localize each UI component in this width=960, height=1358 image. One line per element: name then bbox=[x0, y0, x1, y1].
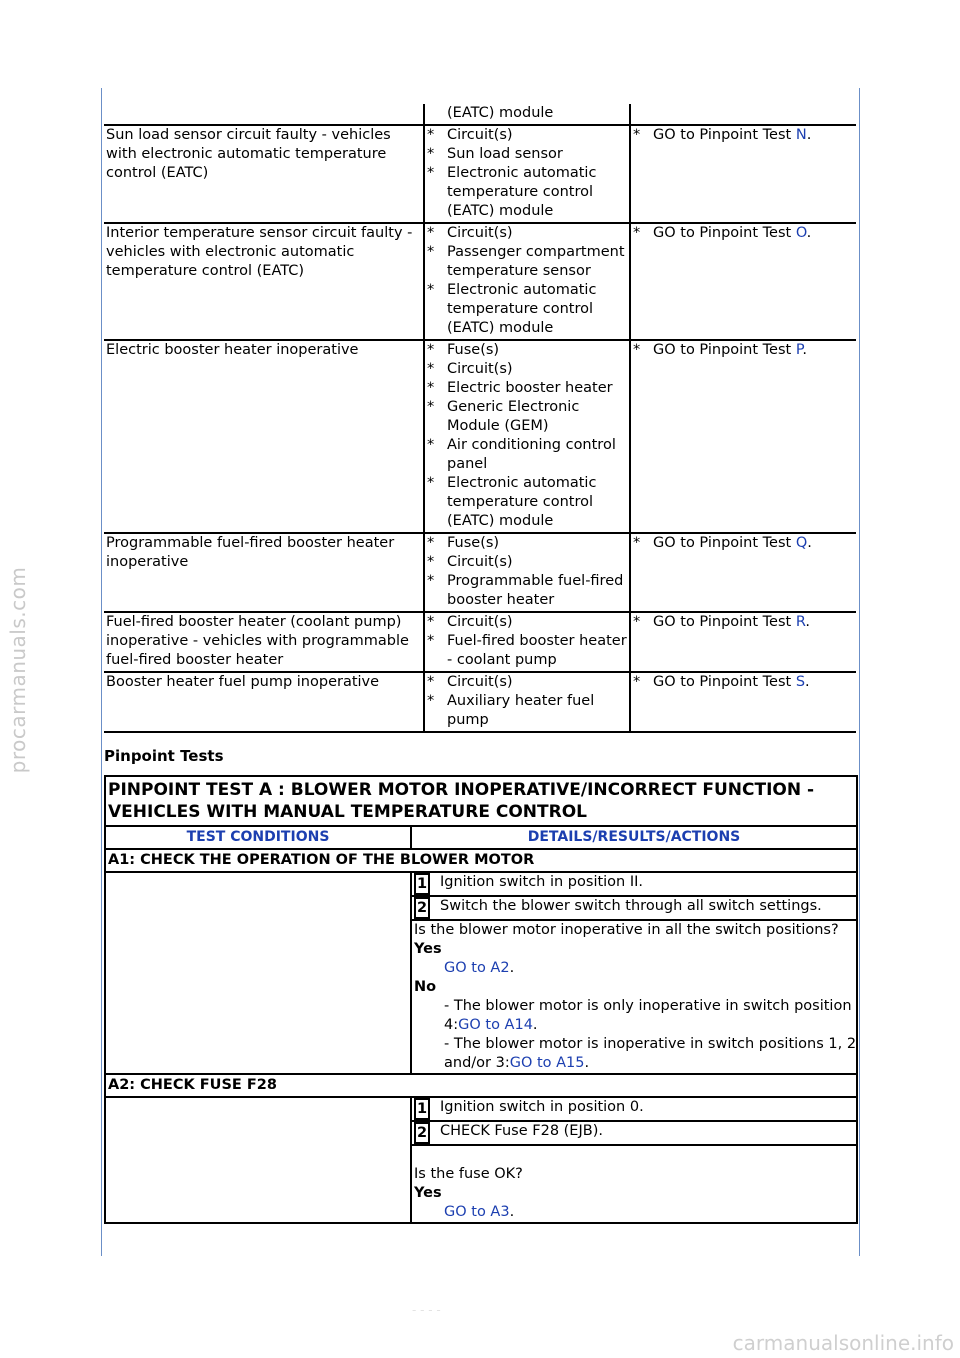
symptom-row bbox=[104, 340, 856, 533]
source-item bbox=[427, 379, 627, 398]
a2-results: Is the fuse OK? Yes GO to A3. bbox=[411, 1145, 857, 1223]
bullet-icon: * bbox=[427, 573, 435, 589]
bullet-icon: * bbox=[427, 165, 435, 181]
source-text: Passenger compartment temperature sensor bbox=[447, 244, 625, 279]
symptom-cell: Sun load sensor circuit faulty - vehicles with electronic automatic temperature control (EATC) bbox=[104, 125, 424, 223]
source-item bbox=[427, 613, 627, 632]
source-item bbox=[427, 474, 627, 531]
source-text: Electronic automatic temperature control (EATC) module bbox=[447, 282, 597, 336]
pinpoint-test-link[interactable]: R bbox=[795, 614, 806, 630]
document-body bbox=[104, 104, 856, 1224]
pinpoint-test-link[interactable]: O bbox=[795, 225, 807, 241]
step-a2-heading: A2: CHECK FUSE F28 bbox=[105, 1074, 857, 1097]
bullet-icon: * bbox=[427, 225, 435, 241]
bullet-icon: * bbox=[427, 380, 435, 396]
source-text: Auxiliary heater fuel pump bbox=[447, 693, 595, 728]
symptom-cell: Booster heater fuel pump inoperative bbox=[104, 672, 424, 732]
action-item: * GO to Pinpoint Test R. bbox=[633, 614, 810, 630]
symptom-row bbox=[104, 104, 856, 125]
bullet-icon: * bbox=[633, 225, 641, 241]
col-test-conditions: TEST CONDITIONS bbox=[105, 826, 411, 849]
source-text: Generic Electronic Module (GEM) bbox=[447, 399, 580, 434]
source-text: (EATC) module bbox=[447, 105, 554, 121]
step-number: 1 bbox=[414, 1098, 430, 1120]
symptom-cell: Fuel-fired booster heater (coolant pump) inoperative - vehicles with programmable fuel-fired booster heater bbox=[104, 612, 424, 672]
possible-sources-cell bbox=[424, 104, 630, 125]
action-text: GO to Pinpoint Test bbox=[653, 225, 792, 241]
source-item bbox=[427, 145, 627, 164]
bullet-icon: * bbox=[427, 244, 435, 260]
action-item: * GO to Pinpoint Test Q. bbox=[633, 535, 812, 551]
a1-step-2: 2 Switch the blower switch through all switch settings. bbox=[411, 896, 857, 920]
step-a1-heading: A1: CHECK THE OPERATION OF THE BLOWER MOTOR bbox=[105, 849, 857, 872]
link-go-to-a15[interactable]: GO to A15 bbox=[509, 1055, 585, 1071]
bullet-icon: * bbox=[427, 437, 435, 453]
faint-page-number: - - - - bbox=[412, 1303, 441, 1317]
action-cell bbox=[630, 612, 856, 672]
source-text: Electronic automatic temperature control (EATC) module bbox=[447, 475, 597, 529]
a2-question: Is the fuse OK? bbox=[414, 1166, 523, 1182]
bottom-watermark: carmanualsonline.info bbox=[732, 1331, 954, 1355]
possible-sources-cell bbox=[424, 612, 630, 672]
bullet-icon: * bbox=[633, 674, 641, 690]
bullet-icon: * bbox=[633, 535, 641, 551]
a2-step-2: 2 CHECK Fuse F28 (EJB). bbox=[411, 1121, 857, 1145]
action-cell bbox=[630, 672, 856, 732]
a1-step-1: 1 Ignition switch in position II. bbox=[411, 872, 857, 896]
symptom-row bbox=[104, 125, 856, 223]
source-item bbox=[427, 398, 627, 436]
source-item bbox=[427, 243, 627, 281]
bullet-icon: * bbox=[427, 554, 435, 570]
source-item bbox=[427, 572, 627, 610]
answer-no-label: No bbox=[414, 979, 437, 995]
pinpoint-test-link[interactable]: Q bbox=[795, 535, 808, 551]
action-cell bbox=[630, 223, 856, 340]
symptom-cell: Interior temperature sensor circuit faulty - vehicles with electronic automatic temperature control (EATC) bbox=[104, 223, 424, 340]
action-cell bbox=[630, 125, 856, 223]
link-go-to-a3[interactable]: GO to A3 bbox=[444, 1204, 510, 1220]
source-text: Electric booster heater bbox=[447, 380, 613, 396]
source-text: Fuse(s) bbox=[447, 535, 500, 551]
pinpoint-tests-heading: Pinpoint Tests bbox=[104, 747, 224, 765]
source-text: Programmable fuel-fired booster heater bbox=[447, 573, 624, 608]
bullet-icon: * bbox=[427, 674, 435, 690]
source-text: Circuit(s) bbox=[447, 614, 513, 630]
source-item bbox=[427, 553, 627, 572]
source-text: Circuit(s) bbox=[447, 674, 513, 690]
a1-question: Is the blower motor inoperative in all the switch positions? bbox=[414, 922, 839, 938]
no-case-1: - The blower motor is only inoperative in switch position 4: bbox=[444, 998, 852, 1033]
possible-sources-cell bbox=[424, 223, 630, 340]
bullet-icon: * bbox=[427, 633, 435, 649]
pinpoint-test-a bbox=[104, 775, 858, 1224]
source-text: Air conditioning control panel bbox=[447, 437, 616, 472]
source-item bbox=[427, 104, 627, 123]
action-item: * GO to Pinpoint Test O. bbox=[633, 225, 812, 241]
pinpoint-test-link[interactable]: P bbox=[795, 342, 803, 358]
symptom-cell bbox=[104, 104, 424, 125]
source-item bbox=[427, 632, 627, 670]
pinpoint-test-link[interactable]: S bbox=[795, 674, 806, 690]
source-item bbox=[427, 224, 627, 243]
bullet-icon: * bbox=[427, 693, 435, 709]
source-item bbox=[427, 360, 627, 379]
bullet-icon: * bbox=[427, 614, 435, 630]
source-item bbox=[427, 341, 627, 360]
answer-yes-label: Yes bbox=[414, 1185, 442, 1201]
bullet-icon: * bbox=[427, 146, 435, 162]
source-text: Circuit(s) bbox=[447, 361, 513, 377]
link-go-to-a14[interactable]: GO to A14 bbox=[458, 1017, 533, 1033]
possible-sources-cell bbox=[424, 672, 630, 732]
step-number: 1 bbox=[414, 873, 430, 895]
action-text: GO to Pinpoint Test bbox=[653, 535, 792, 551]
action-cell bbox=[630, 533, 856, 612]
source-text: Sun load sensor bbox=[447, 146, 563, 162]
link-go-to-a2[interactable]: GO to A2 bbox=[444, 960, 510, 976]
action-item: * GO to Pinpoint Test P. bbox=[633, 342, 807, 358]
no-case-2: - The blower motor is inoperative in switch positions 1, 2 and/or 3: bbox=[444, 1036, 857, 1071]
symptom-row bbox=[104, 223, 856, 340]
source-text: Electronic automatic temperature control (EATC) module bbox=[447, 165, 597, 219]
step-number: 2 bbox=[414, 897, 430, 919]
symptom-row bbox=[104, 672, 856, 732]
source-item bbox=[427, 164, 627, 221]
symptom-chart bbox=[104, 104, 856, 733]
a1-test-conditions bbox=[105, 872, 411, 1074]
source-item bbox=[427, 281, 627, 338]
source-item bbox=[427, 436, 627, 474]
symptom-row bbox=[104, 533, 856, 612]
left-margin-rule bbox=[101, 88, 102, 1256]
possible-sources-cell bbox=[424, 125, 630, 223]
bullet-icon: * bbox=[427, 535, 435, 551]
source-text: Fuse(s) bbox=[447, 342, 500, 358]
step-number: 2 bbox=[414, 1122, 430, 1144]
bullet-icon: * bbox=[427, 342, 435, 358]
source-item bbox=[427, 673, 627, 692]
a2-step-1: 1 Ignition switch in position 0. bbox=[411, 1097, 857, 1121]
action-item: * GO to Pinpoint Test S. bbox=[633, 674, 810, 690]
bullet-icon: * bbox=[427, 282, 435, 298]
bullet-icon: * bbox=[427, 475, 435, 491]
source-text: Circuit(s) bbox=[447, 554, 513, 570]
symptom-cell: Programmable fuel-fired booster heater inoperative bbox=[104, 533, 424, 612]
symptom-row bbox=[104, 612, 856, 672]
bullet-icon: * bbox=[427, 399, 435, 415]
bullet-icon: * bbox=[633, 342, 641, 358]
bullet-icon: * bbox=[633, 127, 641, 143]
col-details-results-actions: DETAILS/RESULTS/ACTIONS bbox=[411, 826, 857, 849]
pinpoint-title: PINPOINT TEST A : BLOWER MOTOR INOPERATIVE/INCORRECT FUNCTION - VEHICLES WITH MANUAL TEMPERATURE CONTROL bbox=[105, 776, 857, 826]
pinpoint-test-link[interactable]: N bbox=[795, 127, 807, 143]
right-margin-rule bbox=[859, 88, 860, 1256]
symptom-cell: Electric booster heater inoperative bbox=[104, 340, 424, 533]
action-text: GO to Pinpoint Test bbox=[653, 614, 792, 630]
possible-sources-cell bbox=[424, 533, 630, 612]
action-text: GO to Pinpoint Test bbox=[653, 342, 792, 358]
bullet-icon: * bbox=[427, 361, 435, 377]
possible-sources-cell bbox=[424, 340, 630, 533]
source-item bbox=[427, 692, 627, 730]
source-text: Circuit(s) bbox=[447, 127, 513, 143]
source-item bbox=[427, 534, 627, 553]
source-text: Circuit(s) bbox=[447, 225, 513, 241]
a2-test-conditions bbox=[105, 1097, 411, 1223]
action-text: GO to Pinpoint Test bbox=[653, 127, 792, 143]
source-text: Fuel-fired booster heater - coolant pump bbox=[447, 633, 627, 668]
a1-results: Is the blower motor inoperative in all the switch positions? Yes GO to A2. No - The blower motor is only inoperative in switch position 4:GO to A14. - The blower motor is inoperative in switch positions 1, 2 and/or 3:GO to A15. bbox=[411, 920, 857, 1074]
action-cell bbox=[630, 340, 856, 533]
action-item: * GO to Pinpoint Test N. bbox=[633, 127, 812, 143]
action-cell bbox=[630, 104, 856, 125]
bullet-icon: * bbox=[633, 614, 641, 630]
action-text: GO to Pinpoint Test bbox=[653, 674, 792, 690]
source-item bbox=[427, 126, 627, 145]
side-watermark: procarmanuals.com bbox=[6, 566, 30, 774]
answer-yes-label: Yes bbox=[414, 941, 442, 957]
bullet-icon: * bbox=[427, 127, 435, 143]
